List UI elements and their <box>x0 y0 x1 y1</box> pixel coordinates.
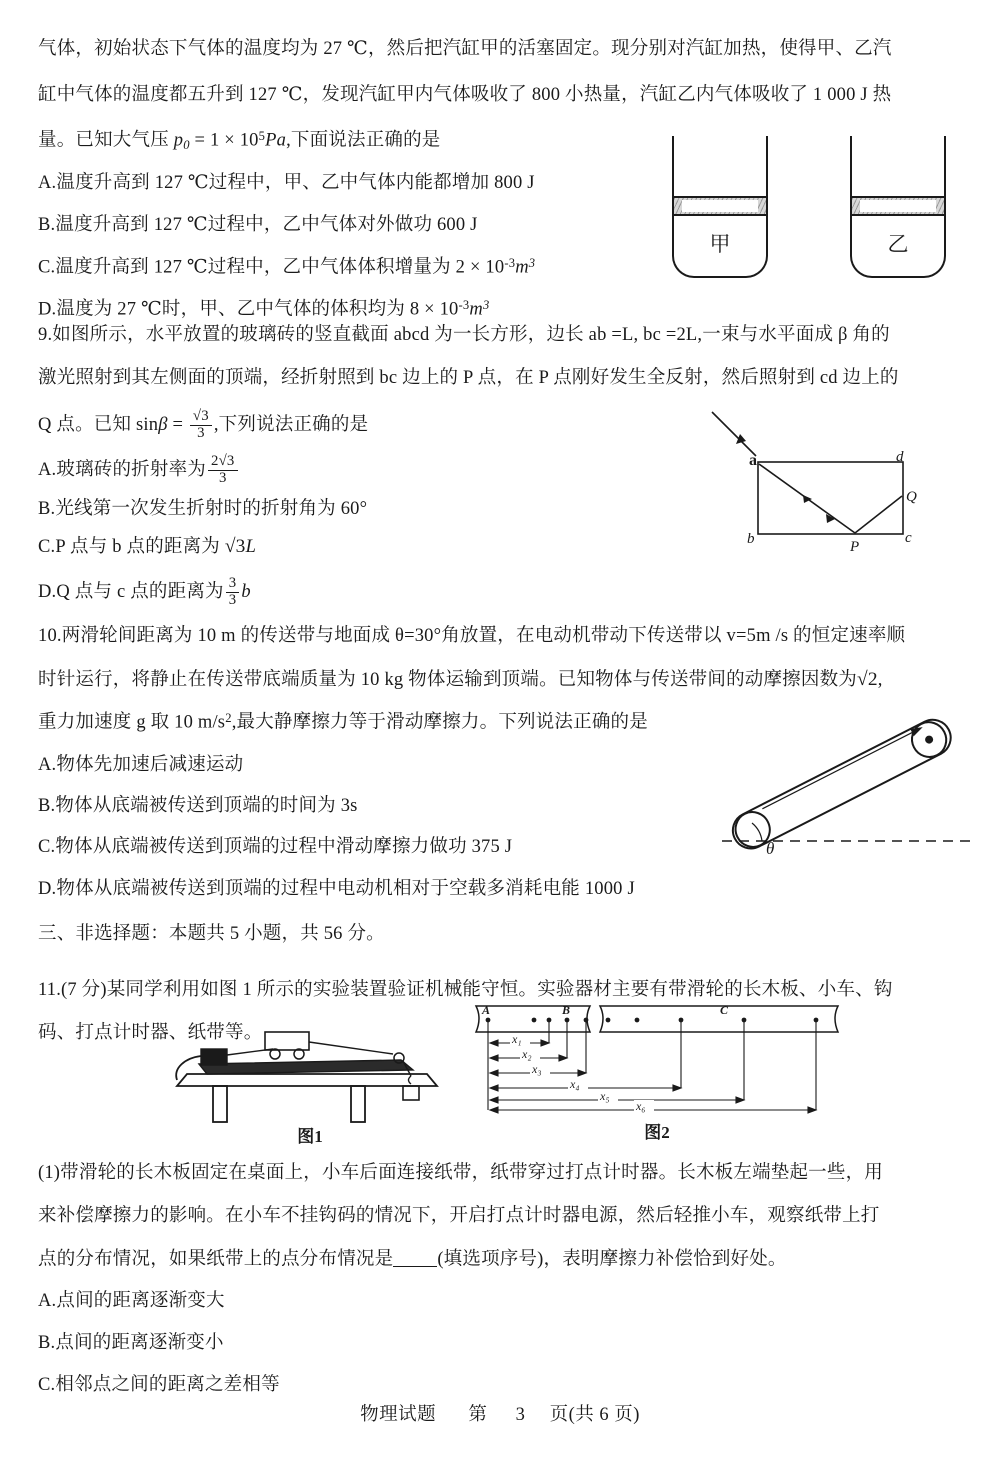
footer-subject: 物理试题 <box>360 1405 437 1425</box>
q9-option-a-fraction <box>208 454 238 486</box>
q10-option-a: A.物体先加速后减速运动 <box>38 755 244 775</box>
svg-text:c: c <box>905 530 912 546</box>
q8-option-c-unit-exp: 3 <box>528 256 536 270</box>
cylinder-yi-label: 乙 <box>887 232 909 256</box>
footer-page-word: 第 <box>468 1405 488 1425</box>
q9-option-d-fraction <box>226 576 240 608</box>
q9-option-d-text: D.Q 点与 c 点的距离为 <box>38 581 224 602</box>
glass-brick-figure <box>700 400 980 560</box>
q9-frac-den: 3 <box>197 424 205 441</box>
q11-part1-line-3 <box>38 1248 968 1269</box>
q10-line2-text: 时针运行，将静止在传送带底端质量为 10 kg 物体运输到顶端。已知物体与传送带间的动摩擦因数为 <box>38 670 857 690</box>
q11-option-b: B.点间的距离逐渐变小 <box>38 1333 224 1353</box>
q8-pressure-symbol: p <box>173 130 184 151</box>
q8-pressure-subscript: 0 <box>183 138 190 153</box>
footer-page-number: 3 <box>515 1405 526 1425</box>
q8-pressure-unit: Pa <box>265 130 287 151</box>
svg-text:x₄: x₄ <box>570 1077 580 1091</box>
svg-text:b: b <box>747 531 755 547</box>
two-cylinders-figure <box>664 134 980 294</box>
q9-option-c-text: C.P 点与 b 点的距离为 <box>38 537 225 557</box>
q10-line-1: 10.两滑轮间距离为 10 m 的传送带与地面成 θ=30°角放置，在电动机带动下传送带以 v=5m /s 的恒定速率顺 <box>38 626 906 646</box>
q11-line-1: 11.(7 分)某同学利用如图 1 所示的实验装置验证机械能守恒。实验器材主要有带滑轮的长木板、小车、钩 <box>38 980 893 1000</box>
svg-text:θ: θ <box>766 839 775 858</box>
q9-line3-eq: = <box>167 414 188 435</box>
svg-text:x₁: x₁ <box>512 1032 522 1046</box>
svg-text:d: d <box>896 449 904 465</box>
q11-part1-line3-suffix: (填选项序号)，表明摩擦力补偿恰到好处。 <box>437 1249 787 1270</box>
q8-line3-suffix: ,下面说法正确的是 <box>286 130 441 151</box>
figure-2-caption: 图2 <box>644 1123 670 1142</box>
q8-option-c <box>38 257 535 277</box>
q10-option-c: C.物体从底端被传送到顶端的过程中滑动摩擦力做功 375 J <box>38 837 513 857</box>
section-3-heading: 三、非选择题：本题共 5 小题，共 56 分。 <box>38 924 385 944</box>
q8-pressure-exponent: 5 <box>258 129 266 143</box>
answer-blank[interactable] <box>393 1248 437 1267</box>
svg-text:Q: Q <box>906 489 917 505</box>
q8-option-b: B.温度升高到 127 ℃过程中，乙中气体对外做功 600 J <box>38 215 478 235</box>
svg-text:x₂: x₂ <box>522 1047 532 1061</box>
q10-option-d: D.物体从底端被传送到顶端的过程中电动机相对于空载多消耗电能 1000 J <box>38 879 635 899</box>
q8-option-c-unit: m <box>515 257 529 278</box>
q8-option-d-exp: -3 <box>458 298 470 312</box>
q10-option-b: B.物体从底端被传送到顶端的时间为 3s <box>38 796 358 816</box>
q9-option-c-radical: √3 <box>224 536 246 557</box>
q8-option-a: A.温度升高到 127 ℃过程中，甲、乙中气体内能都增加 800 J <box>38 173 535 193</box>
svg-text:A: A <box>482 1003 491 1017</box>
q9-line3-suffix: ,下列说法正确的是 <box>213 414 369 435</box>
q11-option-c: C.相邻点之间的距离之差相等 <box>38 1375 280 1395</box>
conveyor-belt-figure <box>700 715 985 865</box>
q9-option-d-den: 3 <box>228 591 237 608</box>
svg-text:a: a <box>749 452 757 469</box>
q9-option-d-num: 3 <box>226 576 240 593</box>
q11-option-a: A.点间的距离逐渐变大 <box>38 1291 225 1311</box>
q9-option-d <box>38 576 251 608</box>
svg-text:B: B <box>562 1003 571 1017</box>
q8-option-d-unit: m <box>469 299 483 320</box>
q8-option-c-exp: -3 <box>504 256 516 270</box>
q9-beta: β <box>158 414 168 435</box>
page-footer <box>0 1400 1000 1426</box>
q8-option-d-unit-exp: 3 <box>482 298 490 312</box>
q10-line3-suffix: ,最大静摩擦力等于滑动摩擦力。下列说法正确的是 <box>231 712 648 733</box>
experiment-apparatus-figure <box>165 1018 455 1146</box>
q10-mu-radical: √2 <box>856 669 878 690</box>
q9-line-2: 激光照射到其左侧面的顶端，经折射照到 bc 边上的 P 点，在 P 点刚好发生全反射，然后照射到 cd 边上的 <box>38 368 899 388</box>
piston-yi <box>852 196 944 216</box>
q9-option-a-num: 2√3 <box>208 454 238 471</box>
q8-option-c-text: C.温度升高到 127 ℃过程中，乙中气体体积增量为 2 × 10 <box>38 257 505 278</box>
svg-text:x₆: x₆ <box>636 1099 646 1113</box>
q11-line-2: 码、打点计时器、纸带等。 <box>38 1023 263 1043</box>
q9-line3-prefix: Q 点。已知 sin <box>38 414 159 435</box>
q11-part1-line-2: 来补偿摩擦力的影响。在小车不挂钩码的情况下，开启打点计时器电源，然后轻推小车，观察纸带上打 <box>38 1206 880 1226</box>
cylinder-yi <box>850 136 946 278</box>
q8-pressure-eq: = 1 × 10 <box>189 130 259 151</box>
svg-text:x₃: x₃ <box>532 1062 542 1076</box>
paper-tape-figure <box>468 1000 846 1140</box>
footer-total: 页(共 6 页) <box>549 1405 640 1425</box>
glass-brick-svg <box>700 400 980 560</box>
q9-option-c-var: L <box>245 537 257 557</box>
svg-text:P: P <box>850 539 860 555</box>
conveyor-belt-svg <box>700 715 985 865</box>
q9-option-a-text: A.玻璃砖的折射率为 <box>38 459 206 480</box>
piston-jia <box>674 196 766 216</box>
q9-option-a <box>38 454 240 486</box>
figure-1-caption: 图1 <box>297 1127 323 1146</box>
q8-line3-prefix: 量。已知大气压 <box>38 130 174 151</box>
q11-part1-line3-prefix: 点的分布情况，如果纸带上的点分布情况是 <box>38 1249 394 1270</box>
q9-sin-fraction <box>190 409 212 441</box>
q8-line-2: 缸中气体的温度都五升到 127 ℃，发现汽缸甲内气体吸收了 800 小热量，汽缸乙内气体吸收了 1 000 J 热 <box>38 85 892 105</box>
q11-part1-line-1: (1)带滑轮的长木板固定在桌面上，小车后面连接纸带，纸带穿过打点计时器。长木板左端垫起一些，用 <box>38 1163 883 1183</box>
q9-line-1: 9.如图所示，水平放置的玻璃砖的竖直截面 abcd 为一长方形，边长 ab =L, bc =2L,一束与水平面成 β 角的 <box>38 325 890 345</box>
q9-option-a-den: 3 <box>218 469 227 486</box>
q10-line3-prefix: 重力加速度 g 取 10 m/s <box>38 712 226 733</box>
q9-option-c <box>38 537 256 557</box>
svg-text:x₅: x₅ <box>600 1089 610 1103</box>
q8-option-d-text: D.温度为 27 ℃时，甲、乙中气体的体积均为 8 × 10 <box>38 299 459 320</box>
q9-frac-num: √3 <box>190 409 212 426</box>
svg-text:C: C <box>720 1003 729 1017</box>
apparatus-svg <box>165 1018 455 1123</box>
q10-line3-exp: 2 <box>225 711 232 725</box>
paper-tape-svg <box>468 1000 846 1122</box>
q8-option-d <box>38 299 489 319</box>
q10-line-2 <box>38 670 968 690</box>
q9-option-d-var: b <box>241 581 251 602</box>
cylinder-jia-label: 甲 <box>709 232 731 256</box>
q10-line2-tail: , <box>877 670 883 690</box>
cylinder-jia <box>672 136 768 278</box>
q9-option-b: B.光线第一次发生折射时的折射角为 60° <box>38 499 368 519</box>
q8-line-1: 气体，初始状态下气体的温度均为 27 ℃，然后把汽缸甲的活塞固定。现分别对汽缸加热，使得甲、乙汽 <box>38 39 892 59</box>
